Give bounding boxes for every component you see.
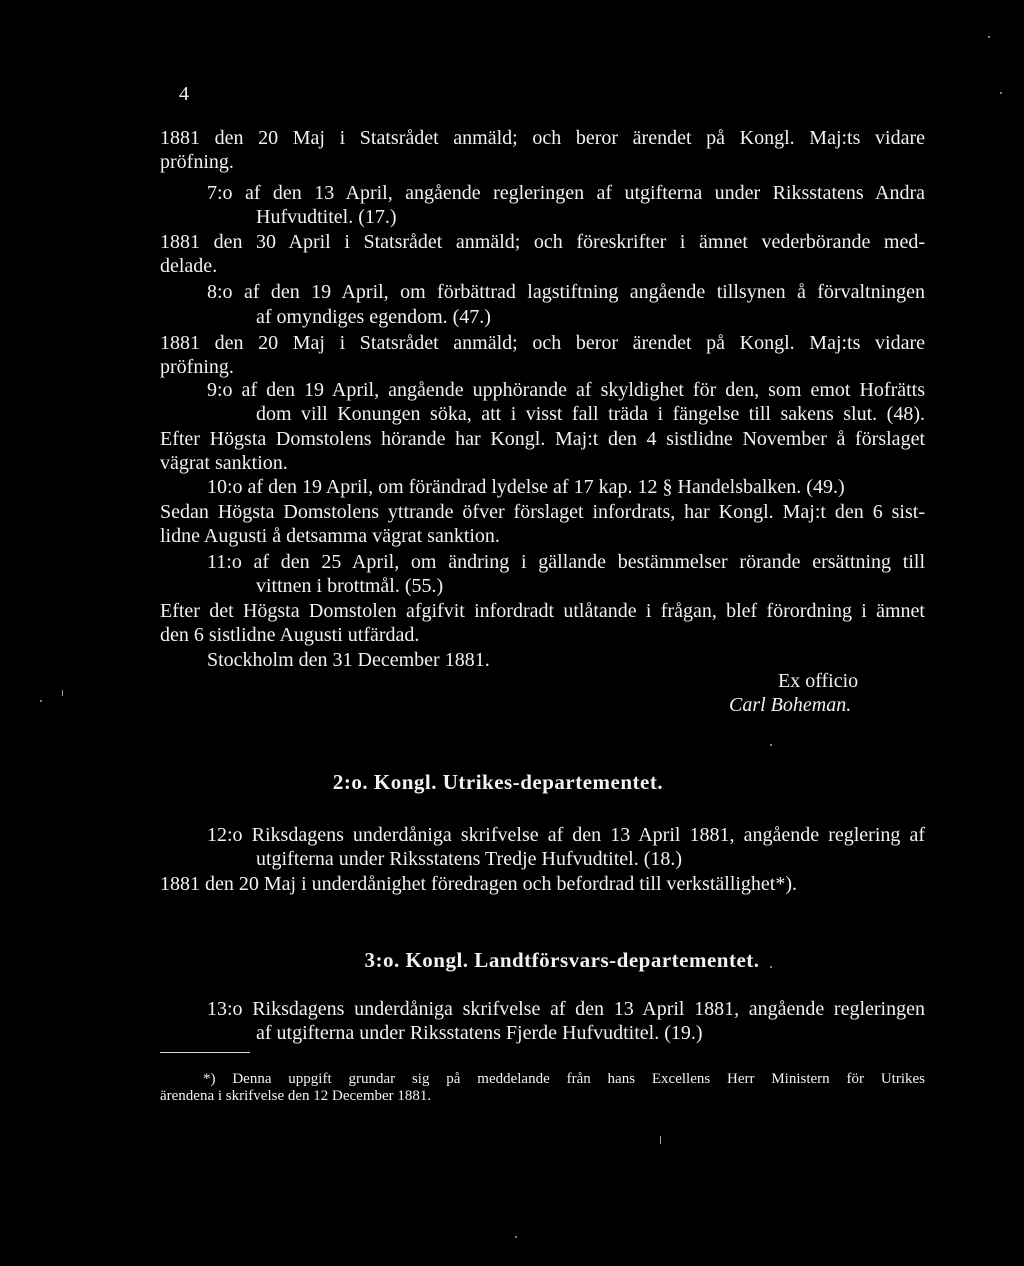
text-line: 1881 den 30 April i Statsrådet anmäld; och föreskrifter i ämnet vederbörande med-	[160, 231, 925, 253]
text-line: 10:o af den 19 April, om förändrad lydelse af 17 kap. 12 § Handelsbalken. (49.)	[207, 476, 845, 498]
text-line: 11:o af den 25 April, om ändring i gällande bestämmelser rörande ersättning till	[207, 551, 925, 573]
section-heading-landtforsvar: 3:o. Kongl. Landtförsvars-departementet.	[364, 948, 760, 972]
text-line: af omyndiges egendom. (47.)	[256, 306, 491, 328]
text-line: dom vill Konungen söka, att i visst fall träda i fängelse till sakens slut. (48).	[256, 403, 925, 425]
footnote-line: ärendena i skrifvelse den 12 December 1881.	[160, 1088, 432, 1104]
text-line: 8:o af den 19 April, om förbättrad lagstiftning angående tillsynen å förvaltningen	[207, 281, 925, 303]
text-line: 7:o af den 13 April, angående regleringen af utgifterna under Riksstatens Andra	[207, 182, 925, 204]
text-line: vittnen i brottmål. (55.)	[256, 575, 444, 597]
scan-speck	[770, 744, 772, 746]
text-line: 9:o af den 19 April, angående upphörande af skyldighet för den, som emot Hofrätts	[207, 379, 925, 401]
text-line: utgifterna under Riksstatens Tredje Hufvudtitel. (18.)	[256, 848, 683, 870]
scan-speck	[770, 966, 772, 968]
scan-speck	[988, 36, 990, 38]
scan-speck	[660, 1136, 661, 1144]
text-line: den 6 sistlidne Augusti utfärdad.	[160, 624, 420, 646]
text-line: 13:o Riksdagens underdåniga skrifvelse af den 13 April 1881, angående regleringen	[207, 998, 925, 1020]
text-line: vägrat sanktion.	[160, 452, 288, 474]
text-line: Efter Högsta Domstolens hörande har Kongl. Maj:t den 4 sistlidne November å förslaget	[160, 428, 925, 450]
text-line: 1881 den 20 Maj i Statsrådet anmäld; och beror ärendet på Kongl. Maj:ts vidare	[160, 332, 925, 354]
scan-speck	[515, 1236, 517, 1238]
text-line: pröfning.	[160, 356, 234, 378]
place-date-line: Stockholm den 31 December 1881.	[207, 649, 490, 671]
signature-title: Ex officio	[778, 670, 859, 692]
text-line: Sedan Högsta Domstolens yttrande öfver förslaget infordrats, har Kongl. Maj:t den 6 sist-	[160, 501, 925, 523]
text-line: pröfning.	[160, 151, 234, 173]
text-line: 12:o Riksdagens underdåniga skrifvelse af den 13 April 1881, angående reglering af	[207, 824, 925, 846]
section-heading-utrikes: 2:o. Kongl. Utrikes-departementet.	[332, 770, 664, 794]
text-line: af utgifterna under Riksstatens Fjerde Hufvudtitel. (19.)	[256, 1022, 703, 1044]
text-line: lidne Augusti å detsamma vägrat sanktion.	[160, 525, 500, 547]
page-number: 4	[179, 83, 189, 105]
footnote-line: *) Denna uppgift grundar sig på meddelande från hans Excellens Herr Ministern för Utrikes	[203, 1071, 925, 1087]
scan-speck	[40, 700, 42, 702]
footnote-rule	[160, 1052, 250, 1053]
text-line: delade.	[160, 255, 218, 277]
text-line: Efter det Högsta Domstolen afgifvit infordradt utlåtande i frågan, blef förordning i ämnet	[160, 600, 925, 622]
text-line: Hufvudtitel. (17.)	[256, 206, 397, 228]
scan-speck	[62, 690, 63, 696]
signature-name: Carl Boheman.	[729, 694, 852, 716]
text-line: 1881 den 20 Maj i Statsrådet anmäld; och beror ärendet på Kongl. Maj:ts vidare	[160, 127, 925, 149]
scan-speck	[1000, 92, 1002, 94]
text-line: 1881 den 20 Maj i underdånighet föredragen och befordrad till verkställighet*).	[160, 873, 798, 895]
